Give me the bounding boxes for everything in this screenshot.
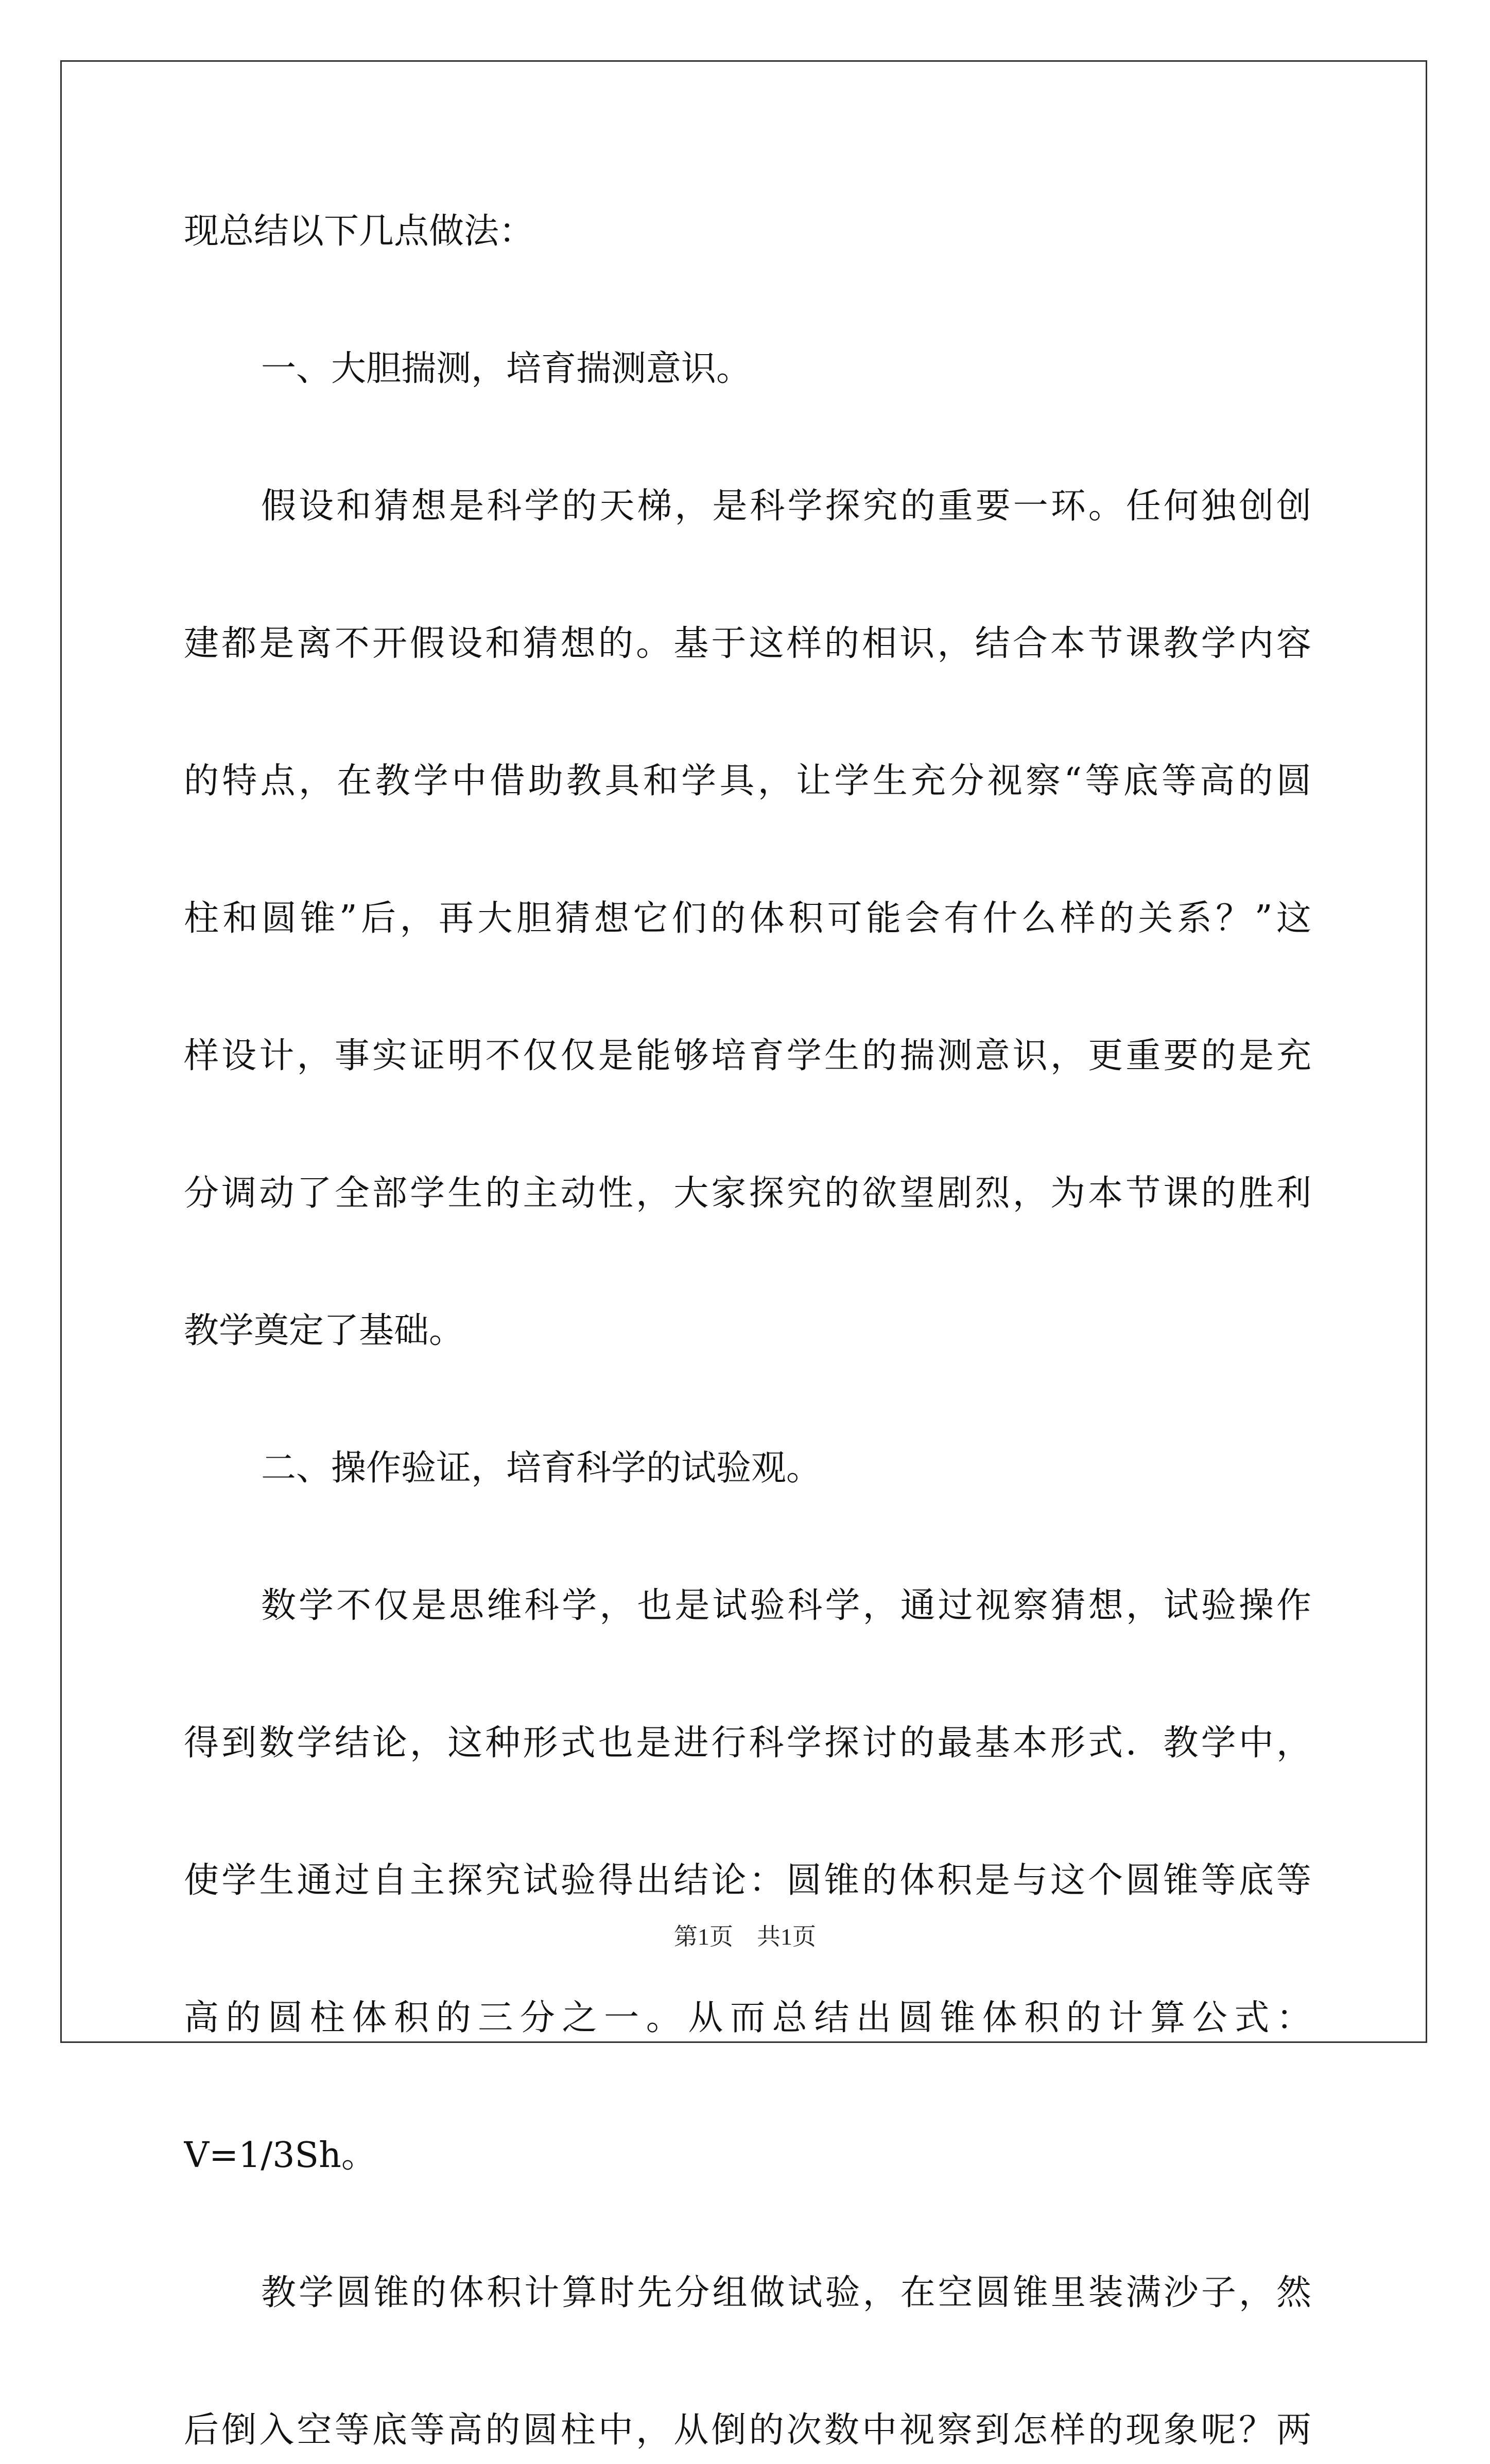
text-line: 的特点，在教学中借助教具和学具，让学生充分视察“等底等高的圆	[184, 761, 1311, 801]
text-line: 高的圆柱体积的三分之一。从而总结出圆锥体积的计算公式：	[184, 1998, 1311, 2038]
text-line: 柱和圆锥”后，再大胆猜想它们的体积可能会有什么样的关系？”这	[184, 898, 1311, 939]
text-line: 分调动了全部学生的主动性，大家探究的欲望剧烈，为本节课的胜利	[184, 1173, 1311, 1214]
section-heading: 二、操作验证，培育科学的试验观。	[261, 1448, 822, 1489]
section-heading: 一、大胆揣测，培育揣测意识。	[261, 348, 752, 389]
text-line: 得到数学结论，这种形式也是进行科学探讨的最基本形式．教学中，	[184, 1723, 1311, 1763]
text-line: 建都是离不开假设和猜想的。基于这样的相识，结合本节课教学内容	[184, 623, 1311, 664]
text-line: 教学圆锥的体积计算时先分组做试验，在空圆锥里装满沙子，然	[261, 2273, 1311, 2313]
text-line: 使学生通过自主探究试验得出结论：圆锥的体积是与这个圆锥等底等	[184, 1860, 1311, 1901]
text-line: 现总结以下几点做法：	[184, 211, 534, 252]
text-line: 教学奠定了基础。	[184, 1310, 464, 1351]
text-line: 后倒入空等底等高的圆柱中，从倒的次数中视察到怎样的现象呢？两	[184, 2410, 1311, 2451]
page-number-footer: 第1页 共1页	[674, 1924, 816, 1950]
document-body	[184, 198, 1311, 2464]
text-line: 数学不仅是思维科学，也是试验科学，通过视察猜想，试验操作	[261, 1585, 1311, 1626]
text-line: 样设计，事实证明不仅仅是能够培育学生的揣测意识，更重要的是充	[184, 1036, 1311, 1076]
text-line: 假设和猜想是科学的天梯，是科学探究的重要一环。任何独创创	[261, 486, 1311, 527]
formula-line: V=1/3Sh。	[184, 2135, 376, 2176]
